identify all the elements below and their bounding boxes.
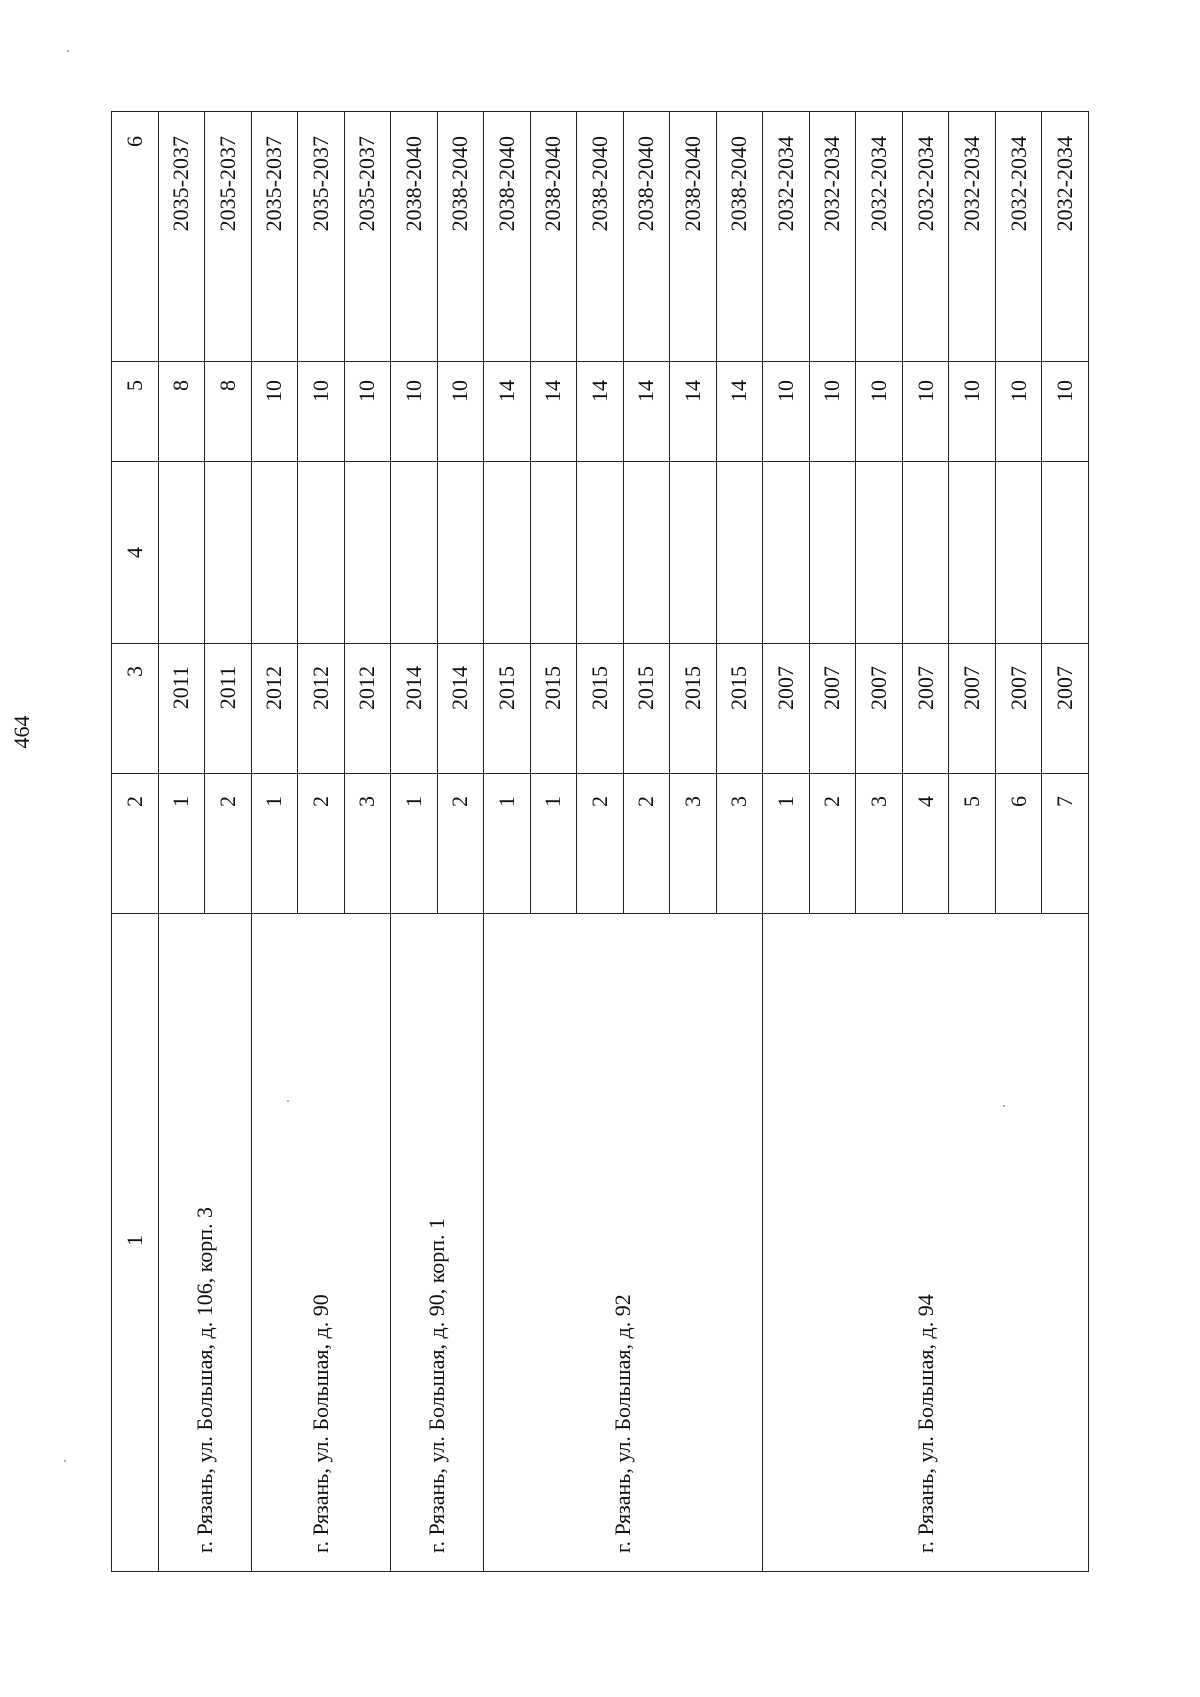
cell-c3: 2015: [716, 644, 763, 774]
cell-c3: 2012: [251, 644, 298, 774]
table-body: [112, 112, 1089, 1572]
cell-c3: 2015: [623, 644, 670, 774]
cell-c4: [949, 462, 996, 644]
page-number: 464: [9, 715, 34, 749]
cell-c5: 8: [205, 362, 252, 462]
cell-c6: 2038-2040: [391, 112, 438, 362]
cell-c2: 2: [437, 774, 484, 914]
cell-c4: [344, 462, 391, 644]
cell-c5: 14: [577, 362, 624, 462]
cell-c5: 10: [251, 362, 298, 462]
cell-c6: 2035-2037: [344, 112, 391, 362]
cell-c2: 1: [530, 774, 577, 914]
cell-c2: 6: [995, 774, 1042, 914]
cell-c6: 2038-2040: [623, 112, 670, 362]
table-row: [484, 112, 531, 1572]
rotated-table-container: [111, 112, 1089, 1572]
cell-c5: 14: [530, 362, 577, 462]
header-cell: 2: [112, 774, 159, 914]
cell-c3: 2007: [902, 644, 949, 774]
address-cell: г. Рязань, ул. Большая, д. 90, корп. 1: [391, 914, 484, 1572]
cell-c3: 2011: [158, 644, 205, 774]
cell-c4: [809, 462, 856, 644]
cell-c4: [205, 462, 252, 644]
address-cell: г. Рязань, ул. Большая, д. 106, корп. 3: [158, 914, 251, 1572]
cell-c5: 10: [902, 362, 949, 462]
cell-c5: 10: [809, 362, 856, 462]
cell-c4: [251, 462, 298, 644]
cell-c3: 2007: [949, 644, 996, 774]
cell-c5: 14: [716, 362, 763, 462]
cell-c2: 2: [809, 774, 856, 914]
cell-c4: [577, 462, 624, 644]
cell-c5: 10: [1042, 362, 1089, 462]
cell-c6: 2038-2040: [484, 112, 531, 362]
cell-c5: 10: [763, 362, 810, 462]
cell-c6: 2032-2034: [949, 112, 996, 362]
cell-c4: [995, 462, 1042, 644]
cell-c2: 2: [298, 774, 345, 914]
cell-c2: 3: [856, 774, 903, 914]
cell-c5: 10: [995, 362, 1042, 462]
cell-c6: 2032-2034: [995, 112, 1042, 362]
scan-speck: [1003, 1105, 1005, 1107]
cell-c3: 2007: [995, 644, 1042, 774]
cell-c5: 14: [623, 362, 670, 462]
cell-c3: 2015: [530, 644, 577, 774]
cell-c2: 2: [623, 774, 670, 914]
address-cell: г. Рязань, ул. Большая, д. 92: [484, 914, 763, 1572]
cell-c5: 10: [391, 362, 438, 462]
header-cell: 4: [112, 462, 159, 644]
schedule-table: [111, 111, 1089, 1572]
table-row: [251, 112, 298, 1572]
header-cell: 5: [112, 362, 159, 462]
table-row: [158, 112, 205, 1572]
cell-c4: [623, 462, 670, 644]
cell-c6: 2038-2040: [437, 112, 484, 362]
cell-c4: [158, 462, 205, 644]
header-row: [112, 112, 159, 1572]
cell-c2: 1: [391, 774, 438, 914]
cell-c6: 2038-2040: [716, 112, 763, 362]
cell-c3: 2007: [856, 644, 903, 774]
cell-c2: 3: [716, 774, 763, 914]
cell-c5: 10: [856, 362, 903, 462]
cell-c4: [763, 462, 810, 644]
cell-c6: 2035-2037: [158, 112, 205, 362]
header-cell: 3: [112, 644, 159, 774]
cell-c2: 3: [344, 774, 391, 914]
table-row: [391, 112, 438, 1572]
cell-c4: [716, 462, 763, 644]
cell-c2: 4: [902, 774, 949, 914]
cell-c4: [437, 462, 484, 644]
cell-c2: 2: [577, 774, 624, 914]
cell-c3: 2015: [577, 644, 624, 774]
cell-c3: 2015: [484, 644, 531, 774]
cell-c3: 2007: [763, 644, 810, 774]
cell-c4: [298, 462, 345, 644]
cell-c5: 8: [158, 362, 205, 462]
cell-c6: 2038-2040: [577, 112, 624, 362]
scan-speck: [67, 50, 69, 52]
cell-c3: 2011: [205, 644, 252, 774]
scan-speck: [287, 1100, 289, 1102]
cell-c4: [902, 462, 949, 644]
cell-c4: [391, 462, 438, 644]
cell-c2: 5: [949, 774, 996, 914]
cell-c5: 10: [437, 362, 484, 462]
cell-c2: 1: [484, 774, 531, 914]
cell-c3: 2014: [391, 644, 438, 774]
address-cell: г. Рязань, ул. Большая, д. 94: [763, 914, 1089, 1572]
cell-c6: 2035-2037: [251, 112, 298, 362]
header-cell: 6: [112, 112, 159, 362]
cell-c6: 2035-2037: [298, 112, 345, 362]
cell-c2: 1: [158, 774, 205, 914]
scan-speck: [64, 1460, 66, 1462]
cell-c5: 10: [949, 362, 996, 462]
cell-c2: 7: [1042, 774, 1089, 914]
address-cell: г. Рязань, ул. Большая, д. 90: [251, 914, 391, 1572]
cell-c6: 2038-2040: [670, 112, 717, 362]
cell-c6: 2032-2034: [809, 112, 856, 362]
cell-c4: [530, 462, 577, 644]
cell-c5: 14: [484, 362, 531, 462]
cell-c3: 2014: [437, 644, 484, 774]
cell-c5: 10: [298, 362, 345, 462]
cell-c3: 2015: [670, 644, 717, 774]
cell-c4: [856, 462, 903, 644]
cell-c3: 2012: [344, 644, 391, 774]
cell-c2: 2: [205, 774, 252, 914]
cell-c4: [1042, 462, 1089, 644]
cell-c4: [484, 462, 531, 644]
cell-c2: 1: [763, 774, 810, 914]
cell-c6: 2032-2034: [902, 112, 949, 362]
cell-c2: 3: [670, 774, 717, 914]
cell-c6: 2035-2037: [205, 112, 252, 362]
header-cell: 1: [112, 914, 159, 1572]
cell-c6: 2032-2034: [763, 112, 810, 362]
cell-c6: 2038-2040: [530, 112, 577, 362]
cell-c5: 14: [670, 362, 717, 462]
cell-c3: 2007: [1042, 644, 1089, 774]
cell-c3: 2012: [298, 644, 345, 774]
cell-c6: 2032-2034: [1042, 112, 1089, 362]
cell-c4: [670, 462, 717, 644]
cell-c6: 2032-2034: [856, 112, 903, 362]
table-row: [763, 112, 810, 1572]
cell-c5: 10: [344, 362, 391, 462]
cell-c3: 2007: [809, 644, 856, 774]
cell-c2: 1: [251, 774, 298, 914]
